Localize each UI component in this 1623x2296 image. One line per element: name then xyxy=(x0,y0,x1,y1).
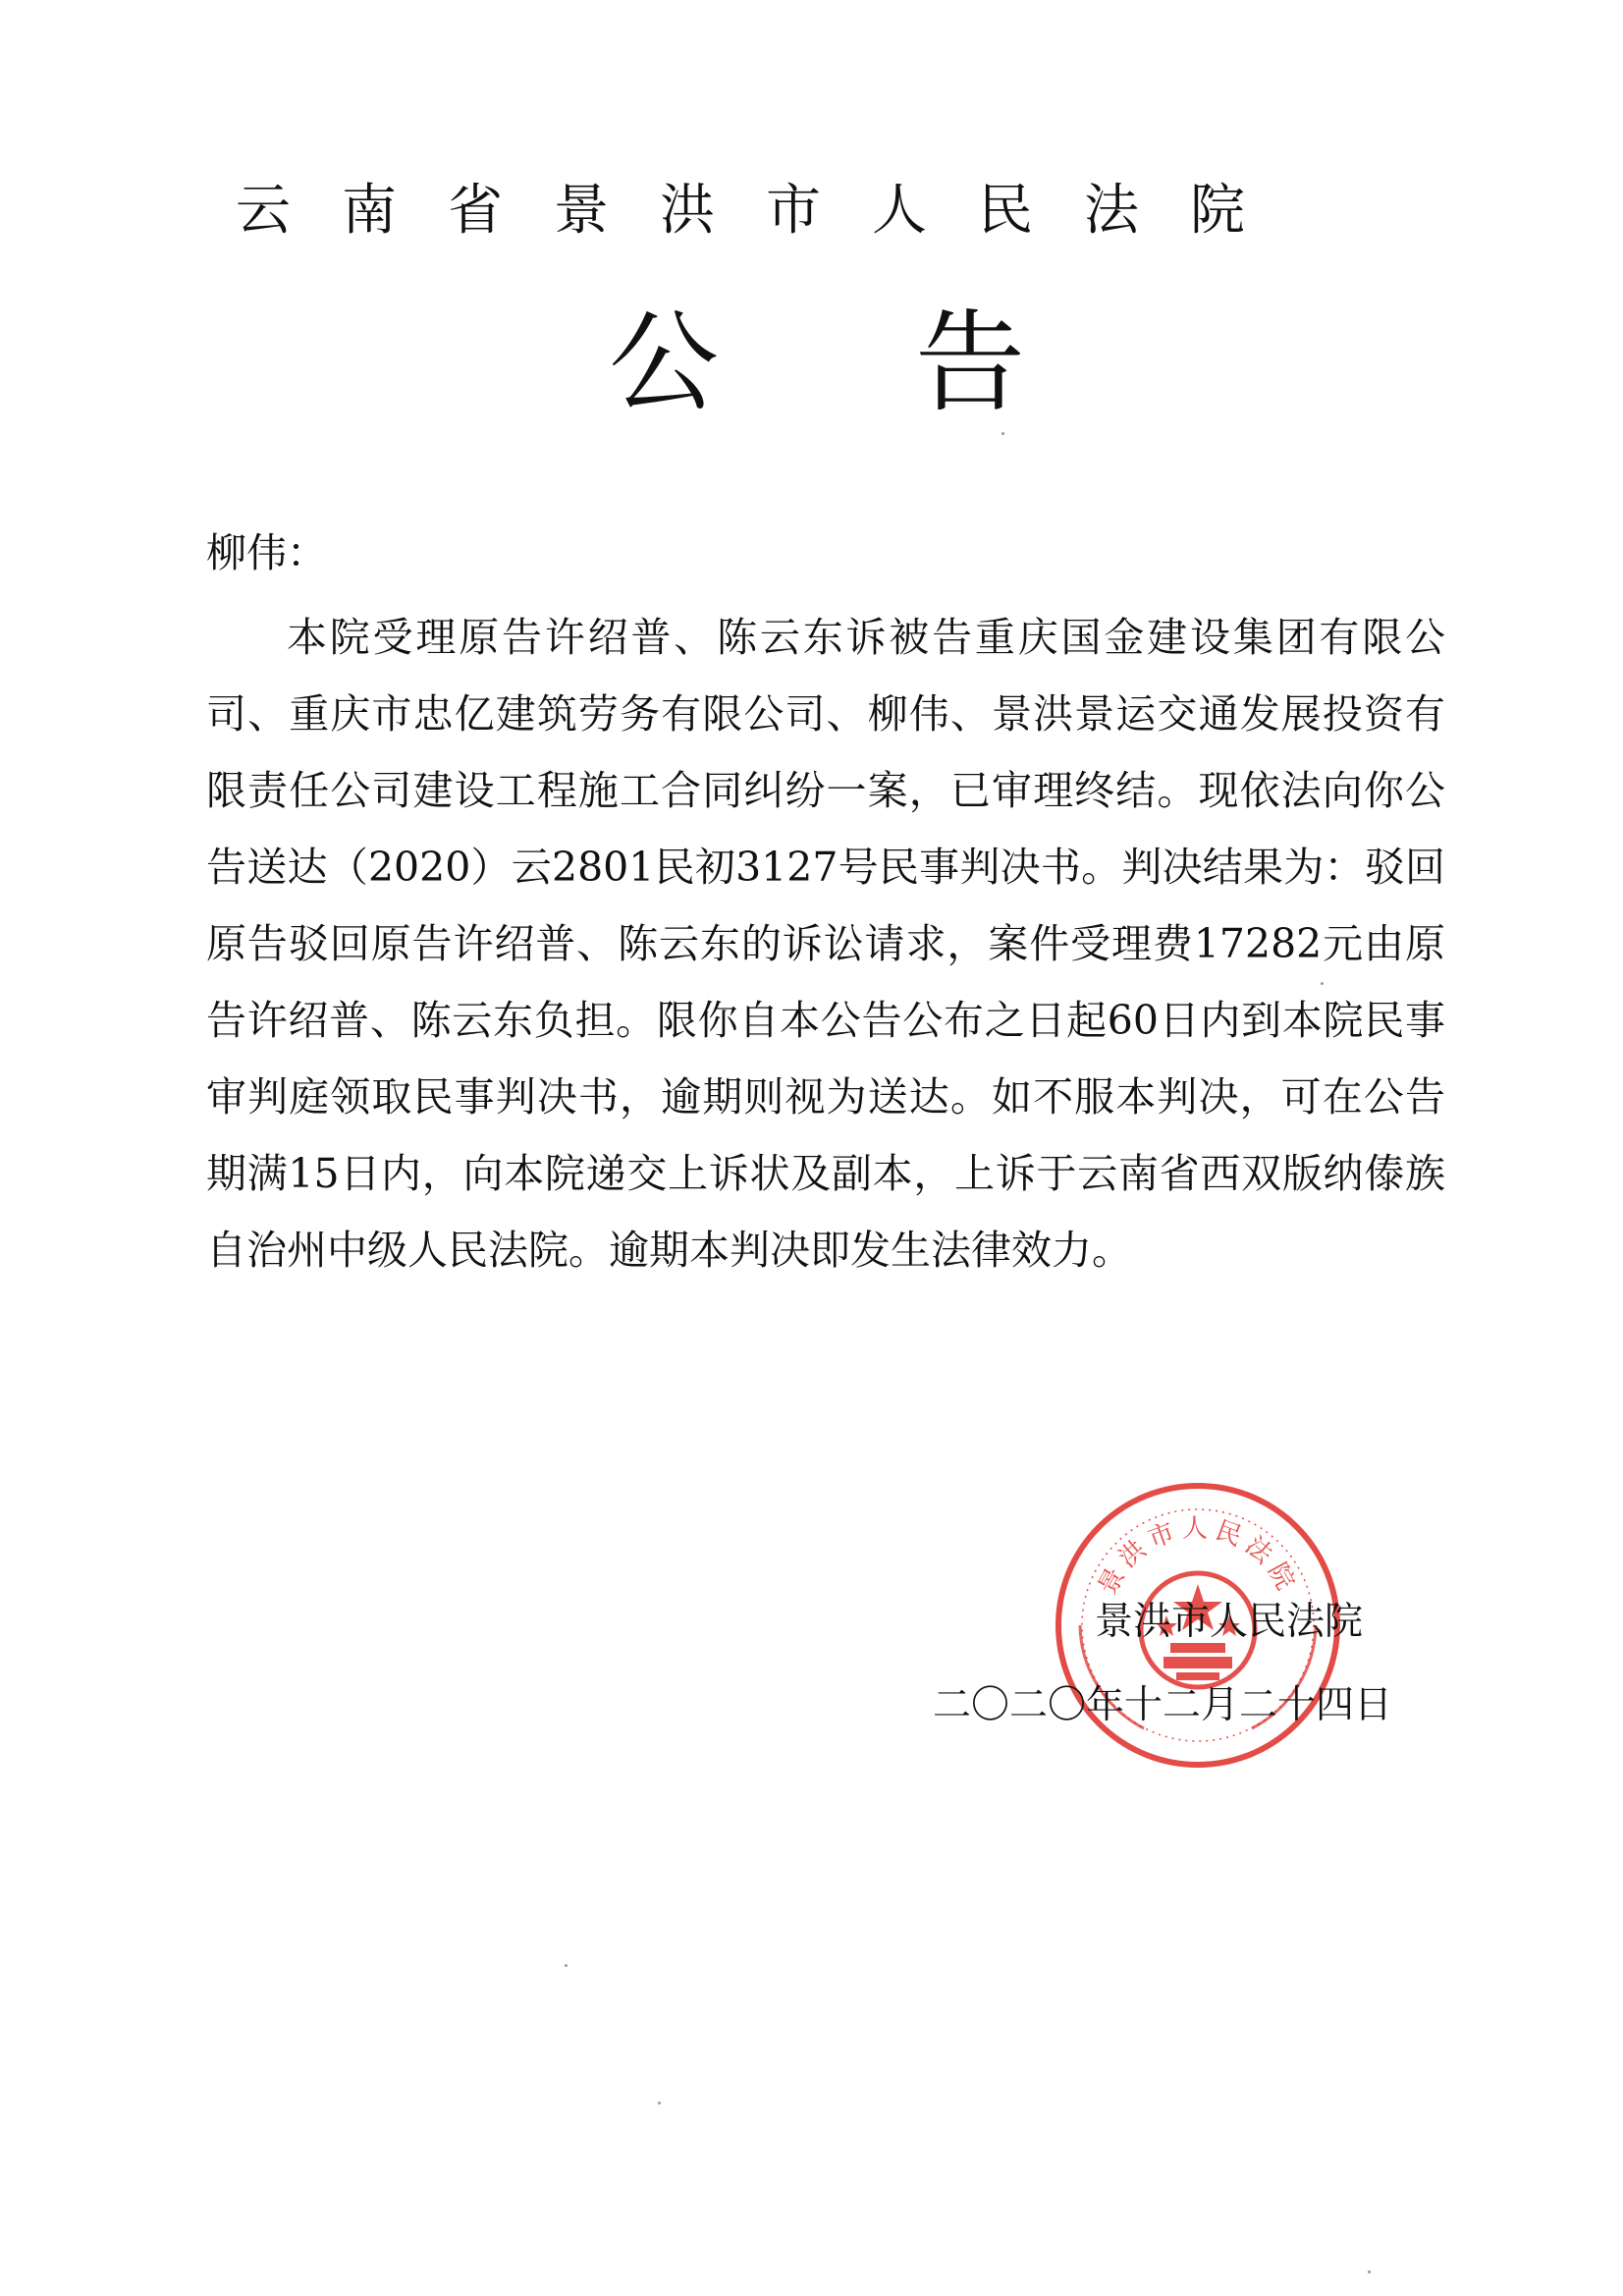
notice-title: 公告 xyxy=(609,300,1221,427)
court-name-heading: 云南省景洪市人民法院 xyxy=(236,179,1296,243)
svg-text:景洪市人民法院: 景洪市人民法院 xyxy=(1093,1514,1303,1601)
scan-speck xyxy=(1321,982,1324,985)
addressee: 柳伟： xyxy=(206,529,327,576)
issue-date: 二〇二〇年十二月二十四日 xyxy=(933,1683,1393,1727)
notice-body: 本院受理原告许绍普、陈云东诉被告重庆国金建设集团有限公司、重庆市忠亿建筑劳务有限公司、柳伟、景洪景运交通发展投资有限责任公司建设工程施工合同纠纷一案，已审理终结。现依法向你公告送达（2020）云2801民初3127号民事判决书。判决结果为：驳回原告驳回原告许绍普、陈云东的诉讼请求，案件受理费17282元由原告许绍普、陈云东负担。限你自本公告公布之日起60日内到本院民事审判庭领取民事判决书，逾期则视为送达。如不服本判决，可在公告期满15日内，向本院递交上诉状及副本，上诉于云南省西双版纳傣族自治州中级人民法院。逾期本判决即发生法律效力。 xyxy=(206,614,1445,1274)
scan-speck xyxy=(565,1964,568,1967)
scan-speck xyxy=(658,2102,661,2105)
signing-court: 景洪市人民法院 xyxy=(1095,1600,1364,1644)
scan-speck xyxy=(1368,2270,1371,2273)
scan-speck xyxy=(1001,432,1004,435)
